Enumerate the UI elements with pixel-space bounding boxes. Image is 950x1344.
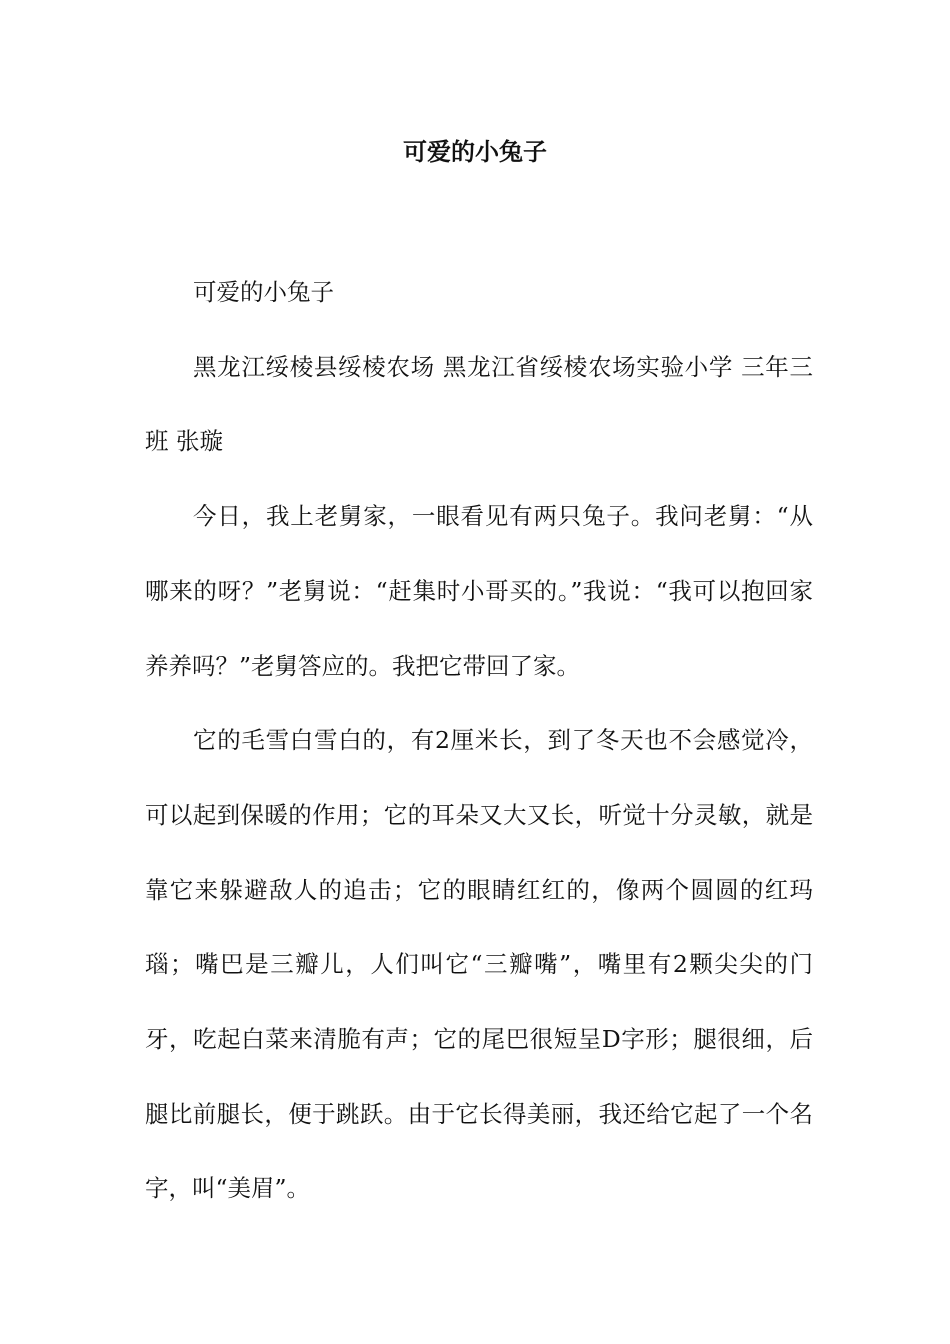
- subtitle-paragraph: 可爱的小兔子: [193, 278, 334, 306]
- author-paragraph: 黑龙江绥棱县绥棱农场 黑龙江省绥棱农场实验小学 三年三班 张璇: [145, 352, 813, 456]
- document-body: [145, 255, 813, 1226]
- story-paragraph-2: 它的毛雪白雪白的，有2厘米长，到了冬天也不会感觉冷，可以起到保暖的作用；它的耳朵又大又长，听觉十分灵敏，就是靠它来躲避敌人的追击；它的眼睛红红的，像两个圆圆的红玛瑙；嘴巴是三瓣儿，人们叫它“三瓣嘴”，嘴里有2颗尖尖的门牙，吃起白菜来清脆有声；它的尾巴很短呈D字形；腿很细，后腿比前腿长，便于跳跃。由于它长得美丽，我还给它起了一个名字，叫“美眉”。: [145, 726, 813, 1203]
- document-title: 可爱的小兔子: [403, 138, 547, 166]
- story-paragraph-1: 今日，我上老舅家，一眼看见有两只兔子。我问老舅：“从哪来的呀？”老舅说：“赶集时小哥买的。”我说：“我可以抱回家养养吗？”老舅答应的。我把它带回了家。: [145, 502, 813, 680]
